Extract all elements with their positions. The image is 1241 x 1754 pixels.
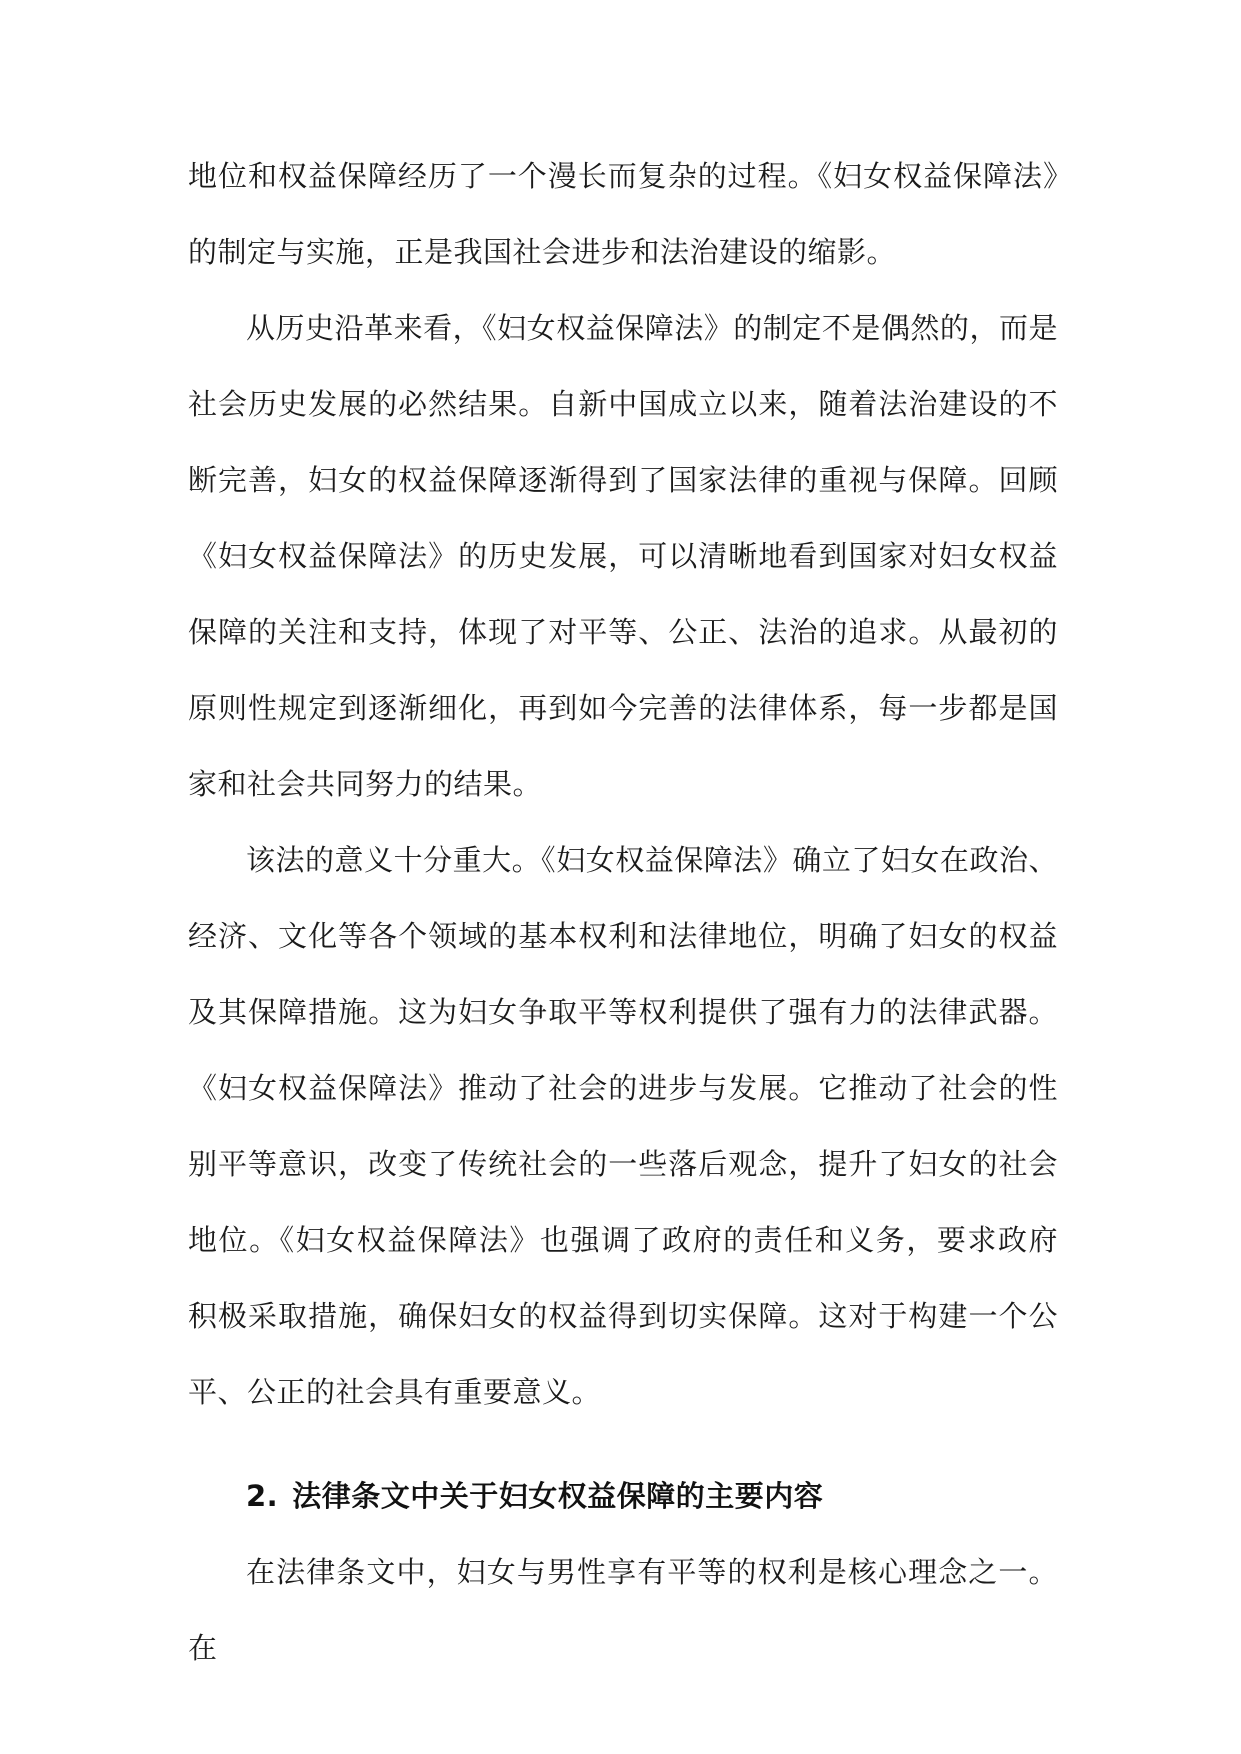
section-number: 2. bbox=[246, 1479, 279, 1513]
section-heading bbox=[188, 1458, 1058, 1534]
paragraph-continuation: 地位和权益保障经历了一个漫长而复杂的过程。《妇女权益保障法》的制定与实施，正是我国社会进步和法治建设的缩影。 bbox=[188, 159, 1058, 269]
section-title: 法律条文中关于妇女权益保障的主要内容 bbox=[292, 1479, 824, 1513]
paragraph-equal-rights: 在法律条文中，妇女与男性享有平等的权利是核心理念之一。在 bbox=[188, 1555, 1058, 1665]
paragraph-history: 从历史沿革来看，《妇女权益保障法》的制定不是偶然的，而是社会历史发展的必然结果。自新中国成立以来，随着法治建设的不断完善，妇女的权益保障逐渐得到了国家法律的重视与保障。回顾《妇女权益保障法》的历史发展，可以清晰地看到国家对妇女权益保障的关注和支持，体现了对平等、公正、法治的追求。从最初的原则性规定到逐渐细化，再到如今完善的法律体系，每一步都是国家和社会共同努力的结果。 bbox=[188, 311, 1058, 801]
paragraph-significance: 该法的意义十分重大。《妇女权益保障法》确立了妇女在政治、经济、文化等各个领域的基本权利和法律地位，明确了妇女的权益及其保障措施。这为妇女争取平等权利提供了强有力的法律武器。《妇女权益保障法》推动了社会的进步与发展。它推动了社会的性别平等意识，改变了传统社会的一些落后观念，提升了妇女的社会地位。《妇女权益保障法》也强调了政府的责任和义务，要求政府积极采取措施，确保妇女的权益得到切实保障。这对于构建一个公平、公正的社会具有重要意义。 bbox=[188, 843, 1058, 1409]
document-body bbox=[188, 138, 1058, 1686]
